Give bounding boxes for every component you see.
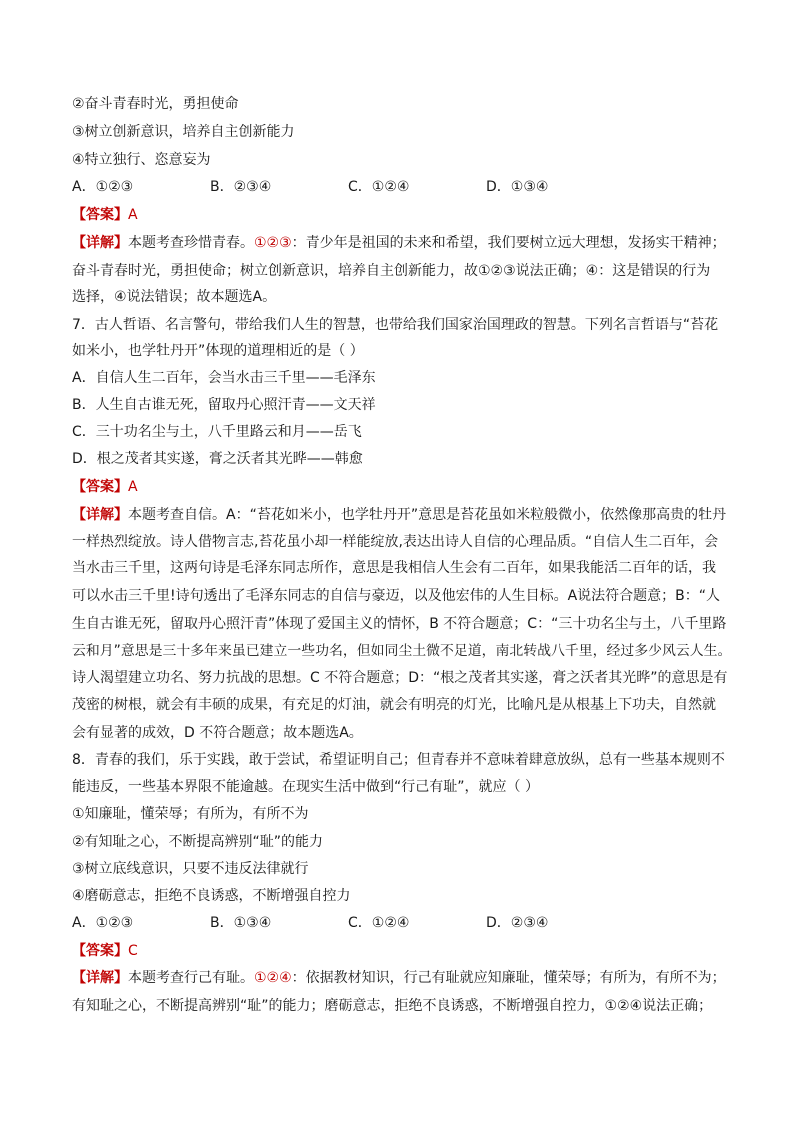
q6-item-4: ④特立独行、恣意妄为 — [72, 152, 211, 168]
answer-value: C — [128, 943, 138, 959]
q7-detail-line-7: 诗人渴望建立功名、努力抗战的思想。C 不符合题意；D：“根之茂者其实遂，膏之沃者其光晔”的意思是有 — [72, 670, 728, 686]
detail-text: 本题考查自信。A：“苔花如米小，也学牡丹开”意思是苔花虽如米粒般微小，依然像那高贵的牡丹 — [128, 507, 727, 523]
q8-detail-line-2: 有知耻之心，不断提高辨别“耻”的能力；磨砺意志，拒绝不良诱惑，不断增强自控力，①②④说法正确； — [72, 998, 713, 1014]
q8-stem-line-1: 8．青春的我们，乐于实践，敢于尝试，希望证明自己；但青春并不意味着肆意放纵，总有一些基本规则不 — [72, 752, 725, 768]
q7-detail-line-4: 可以水击三千里!诗句透出了毛泽东同志的自信与豪迈，以及他宏伟的人生目标。A说法符合题意；B：“人 — [72, 588, 721, 604]
answer-value: A — [128, 479, 138, 495]
detail-tag: 【详解】 — [72, 507, 128, 523]
q7-choice-d: D．根之茂者其实遂，膏之沃者其光晔——韩愈 — [72, 451, 363, 467]
q7-detail-line-3: 当水击三千里，这两句诗是毛泽东同志所作，意思是我相信人生会有二百年，如果我能活二百年的话，我 — [72, 560, 716, 576]
detail-text: 本题考查行己有耻。 — [128, 970, 254, 986]
q7-stem-line-1: 7．古人哲语、名言警句，带给我们人生的智慧，也带给我们国家治国理政的智慧。下列名言哲语与“苔花 — [72, 317, 719, 333]
q8-option-d: D．②③④ — [486, 915, 549, 931]
detail-tag: 【详解】 — [72, 235, 128, 251]
q8-item-2: ②有知耻之心，不断提高辨别“耻”的能力 — [72, 834, 324, 850]
q8-detail-line-1 — [72, 968, 732, 988]
q7-detail-line-9: 会有显著的成效，D 不符合题意；故本题选A。 — [72, 725, 363, 741]
q7-answer — [72, 477, 732, 497]
q6-answer — [72, 205, 732, 225]
q7-choice-c: C．三十功名尘与土，八千里路云和月——岳飞 — [72, 424, 362, 440]
q8-options — [72, 913, 732, 933]
q7-choice-a: A．自信人生二百年，会当水击三千里——毛泽东 — [72, 370, 376, 386]
q6-options — [72, 177, 732, 197]
q6-detail-line-2: 奋斗青春时光，勇担使命；树立创新意识，培养自主创新能力，故①②③说法正确；④：这是错误的行为 — [72, 263, 711, 279]
q8-option-a: A．①②③ — [72, 915, 134, 931]
q8-item-4: ④磨砺意志，拒绝不良诱惑，不断增强自控力 — [72, 888, 351, 904]
q6-option-d: D．①③④ — [486, 179, 549, 195]
q8-stem-line-2: 能违反，一些基本界限不能逾越。在现实生活中做到“行己有耻”，就应（ ） — [72, 779, 539, 795]
q8-answer — [72, 941, 732, 961]
q7-detail-line-6: 云和月”意思是三十多年来虽已建立一些功名，但如同尘土微不足道，南北转战八千里，经过多少风云人生。 — [72, 643, 732, 659]
q7-detail-line-1 — [72, 505, 732, 525]
detail-highlight: ①②③ — [254, 235, 292, 251]
detail-text: ：青少年是祖国的未来和希望，我们要树立远大理想，发扬实干精神； — [291, 235, 726, 251]
answer-tag: 【答案】 — [72, 943, 128, 959]
q6-detail-line-1 — [72, 233, 732, 253]
q6-item-2: ②奋斗青春时光，勇担使命 — [72, 96, 239, 112]
q6-option-a: A．①②③ — [72, 179, 134, 195]
q8-option-c: C．①②④ — [348, 915, 410, 931]
q6-option-c: C．①②④ — [348, 179, 410, 195]
q7-detail-line-8: 茂密的树根，就会有丰硕的成果，有充足的灯油，就会有明亮的灯光，比喻凡是从根基上下功夫，自然就 — [72, 697, 716, 713]
q7-detail-line-2: 一样热烈绽放。诗人借物言志,苔花虽小却一样能绽放,表达出诗人自信的心理品质。“自信人生二百年，会 — [72, 534, 719, 550]
detail-highlight: ①②④ — [254, 970, 292, 986]
q6-item-3: ③树立创新意识，培养自主创新能力 — [72, 124, 295, 140]
answer-value: A — [128, 207, 138, 223]
detail-tag: 【详解】 — [72, 970, 128, 986]
answer-tag: 【答案】 — [72, 207, 128, 223]
q7-stem-line-2: 如米小，也学牡丹开”体现的道理相近的是（ ） — [72, 343, 364, 359]
q6-detail-line-3: 选择，④说法错误；故本题选A。 — [72, 289, 277, 305]
q8-item-3: ③树立底线意识，只要不违反法律就行 — [72, 861, 309, 877]
q7-detail-line-5: 生自古谁无死，留取丹心照汗青”体现了爱国主义的情怀，B 不符合题意；C：“三十功名尘与土，八千里路 — [72, 616, 727, 632]
q8-option-b: B．①③④ — [210, 915, 272, 931]
answer-tag: 【答案】 — [72, 479, 128, 495]
detail-text: 本题考查珍惜青春。 — [128, 235, 254, 251]
detail-text: ：依据教材知识，行己有耻就应知廉耻，懂荣辱；有所为，有所不为； — [291, 970, 726, 986]
q6-option-b: B．②③④ — [210, 179, 272, 195]
q8-item-1: ①知廉耻，懂荣辱；有所为，有所不为 — [72, 806, 309, 822]
q7-choice-b: B．人生自古谁无死，留取丹心照汗青——文天祥 — [72, 397, 376, 413]
